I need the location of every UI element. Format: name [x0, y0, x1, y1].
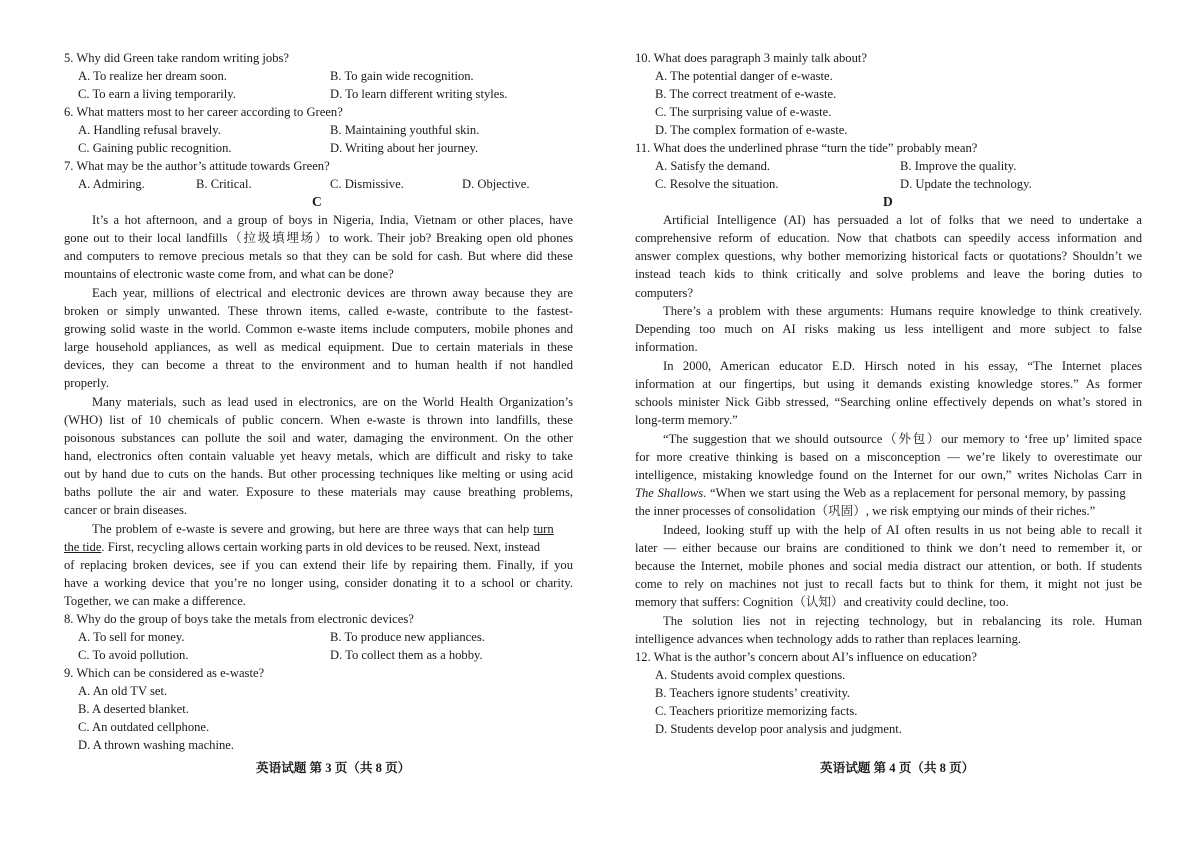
- passage-d-line: schools minister Nick Gibb stressed, “Searching online effectively depends on what’s stored in: [635, 395, 1142, 409]
- passage-d-line: intelligence advances when technology adds to rather than replaces learning.: [635, 632, 1022, 646]
- question-5-option-c: C. To earn a living temporarily.: [78, 87, 236, 101]
- passage-d-line: the inner processes of consolidation（巩固）, we risk emptying our minds of their riches.”: [635, 504, 1096, 518]
- passage-d-line: long-term memory.”: [635, 413, 738, 427]
- passage-d-line: In 2000, American educator E.D. Hirsch noted in his essay, “The Internet places: [663, 359, 1142, 373]
- question-6-stem: 6. What matters most to her career according to Green?: [64, 105, 343, 119]
- question-11-option-b: B. Improve the quality.: [900, 159, 1017, 173]
- question-7-option-c: C. Dismissive.: [330, 177, 404, 191]
- question-12-option-a: A. Students avoid complex questions.: [655, 668, 846, 682]
- question-5-option-b: B. To gain wide recognition.: [330, 69, 474, 83]
- question-11-stem: 11. What does the underlined phrase “turn the tide” probably mean?: [635, 141, 978, 155]
- question-7-option-d: D. Objective.: [462, 177, 530, 191]
- passage-d-line: come to rely on machines not just to recall facts but to think for them, it might not just be: [635, 577, 1142, 591]
- passage-d-line: information.: [635, 340, 698, 354]
- passage-c-line: hand, electronics often contain valuable yet heavy metals, which are difficult and risky to take: [64, 449, 573, 463]
- page-footer: 英语试题 第 4 页（共 8 页）: [820, 761, 975, 775]
- passage-c-line: [92, 520, 554, 538]
- question-7-stem: 7. What may be the author’s attitude towards Green?: [64, 159, 330, 173]
- question-7-option-a: A. Admiring.: [78, 177, 145, 191]
- passage-c-line: [64, 538, 540, 556]
- passage-d-line: [635, 484, 1126, 502]
- book-title: The Shallows: [635, 486, 704, 500]
- passage-c-text: The problem of e-waste is severe and growing, but here are three ways that can help: [92, 522, 530, 536]
- passage-c-line: mountains of electronic waste come from, and what can be done?: [64, 267, 394, 281]
- question-12-stem: 12. What is the author’s concern about AI’s influence on education?: [635, 650, 977, 664]
- passage-c-line: Together, we can make a difference.: [64, 594, 246, 608]
- passage-d-line: There’s a problem with these arguments: Humans require knowledge to think creatively.: [663, 304, 1142, 318]
- question-8-option-d: D. To collect them as a hobby.: [330, 648, 483, 662]
- question-8-option-c: C. To avoid pollution.: [78, 648, 189, 662]
- passage-d-line: answer complex questions, why bother memorizing historical facts or quotations? Shouldn’t we: [635, 249, 1142, 263]
- question-10-option-d: D. The complex formation of e-waste.: [655, 123, 848, 137]
- passage-d-line: memory that suffers: Cognition（认知）and creativity could decline, too.: [635, 595, 1009, 609]
- question-6-option-b: B. Maintaining youthful skin.: [330, 123, 480, 137]
- passage-d-line: intelligence, mistaking knowledge found on the Internet for our own,” writes Nicholas Carr in: [635, 468, 1142, 482]
- passage-c-line: (WHO) list of 10 chemicals of public concern. When e-waste is thrown into landfills, these: [64, 413, 573, 427]
- passage-c-text: . First, recycling allows certain working parts in old devices to be reused. Next, instead: [101, 540, 540, 554]
- passage-c-line: have a working device that you’re no longer using, consider donating it to a school or charity.: [64, 576, 573, 590]
- question-8-option-a: A. To sell for money.: [78, 630, 185, 644]
- passage-c-line: devices, they can become a threat to the environment and to human health if not handled: [64, 358, 573, 372]
- passage-c-line: and computers to remove precious metals so that they can be sold for cash. But where did these: [64, 249, 573, 263]
- passage-c-line: out by hand due to cuts on the hands. But other processing techniques like melting or using acid: [64, 467, 573, 481]
- question-8-option-b: B. To produce new appliances.: [330, 630, 485, 644]
- passage-d-line: Depending too much on AI risks making us less intelligent and more subject to false: [635, 322, 1142, 336]
- passage-d-line: “The suggestion that we should outsource（外包）our memory to ‘free up’ limited space: [663, 432, 1142, 446]
- passage-c-line: cancer or brain diseases.: [64, 503, 188, 517]
- passage-d-line: instead teach kids to think critically and solve problems and leave the boring duties to: [635, 267, 1142, 281]
- question-6-option-d: D. Writing about her journey.: [330, 141, 479, 155]
- section-d-heading: D: [883, 194, 893, 209]
- page-footer: 英语试题 第 3 页（共 8 页）: [256, 761, 411, 775]
- passage-d-text: . “When we start using the Web as a replacement for personal memory, by passing: [703, 486, 1126, 500]
- passage-d-line: information at our fingertips, but using it demands existing knowledge stores.” As former: [635, 377, 1142, 391]
- question-5-option-a: A. To realize her dream soon.: [78, 69, 227, 83]
- question-9-stem: 9. Which can be considered as e-waste?: [64, 666, 265, 680]
- question-8-stem: 8. Why do the group of boys take the metals from electronic devices?: [64, 612, 414, 626]
- question-11-option-c: C. Resolve the situation.: [655, 177, 779, 191]
- question-10-option-a: A. The potential danger of e-waste.: [655, 69, 833, 83]
- question-5-option-d: D. To learn different writing styles.: [330, 87, 508, 101]
- passage-c-line: broken or simply unwanted. These thrown items, called e-waste, contribute to the fastest-: [64, 304, 573, 318]
- question-11-option-d: D. Update the technology.: [900, 177, 1032, 191]
- underlined-phrase-the-tide: the tide: [64, 540, 102, 554]
- passage-d-line: later — either because our brains are conditioned to think we don’t need to remember it, or: [635, 541, 1142, 555]
- passage-d-line: Artificial Intelligence (AI) has persuaded a lot of folks that we need to undertake a: [663, 213, 1142, 227]
- question-10-option-c: C. The surprising value of e-waste.: [655, 105, 832, 119]
- passage-c-line: growing solid waste in the world. Common e-waste items include computers, mobile phones and: [64, 322, 573, 336]
- question-9-option-b: B. A deserted blanket.: [78, 702, 189, 716]
- passage-c-line: gone out to their local landfills（拉圾填埋场）to work. Their job? Breaking open old phones: [64, 231, 573, 245]
- question-10-option-b: B. The correct treatment of e-waste.: [655, 87, 837, 101]
- question-6-option-a: A. Handling refusal bravely.: [78, 123, 221, 137]
- passage-d-line: computers?: [635, 286, 694, 300]
- question-6-option-c: C. Gaining public recognition.: [78, 141, 232, 155]
- passage-d-line: because the Internet, mobile phones and social media distract our attention, or both. If students: [635, 559, 1142, 573]
- passage-d-line: comprehensive reform of education. Now that chatbots can speedily access information and: [635, 231, 1142, 245]
- question-12-option-c: C. Teachers prioritize memorizing facts.: [655, 704, 858, 718]
- question-12-option-b: B. Teachers ignore students’ creativity.: [655, 686, 851, 700]
- passage-c-line: baths pollute the air and water. Exposure to these materials may cause breathing problems,: [64, 485, 573, 499]
- question-7-option-b: B. Critical.: [196, 177, 252, 191]
- passage-c-line: large household appliances, as well as medical equipment. Due to certain materials in these: [64, 340, 573, 354]
- question-9-option-d: D. A thrown washing machine.: [78, 738, 235, 752]
- exam-page-4: [600, 0, 1200, 848]
- passage-d-line: The solution lies not in rejecting technology, but in rebalancing its role. Human: [663, 614, 1142, 628]
- passage-d-line: Indeed, looking stuff up with the help of AI often results in us not being able to recall it: [663, 523, 1142, 537]
- passage-c-line: properly.: [64, 376, 109, 390]
- passage-c-line: of replacing broken devices, see if you can extend their life by repairing them. Finally, if you: [64, 558, 573, 572]
- passage-c-line: Many materials, such as lead used in electronics, are on the World Health Organization’s: [92, 395, 573, 409]
- passage-c-line: It’s a hot afternoon, and a group of boys in Nigeria, India, Vietnam or other places, have: [92, 213, 573, 227]
- question-5-stem: 5. Why did Green take random writing jobs?: [64, 51, 290, 65]
- question-10-stem: 10. What does paragraph 3 mainly talk about?: [635, 51, 867, 65]
- passage-d-line: for more creative thinking is based on a misconception — we’re likely to overestimate our: [635, 450, 1142, 464]
- question-11-option-a: A. Satisfy the demand.: [655, 159, 771, 173]
- question-9-option-c: C. An outdated cellphone.: [78, 720, 210, 734]
- section-c-heading: C: [312, 194, 322, 209]
- question-9-option-a: A. An old TV set.: [78, 684, 168, 698]
- passage-c-line: Each year, millions of electrical and electronic devices are thrown away because they are: [92, 286, 573, 300]
- question-12-option-d: D. Students develop poor analysis and judgment.: [655, 722, 902, 736]
- passage-c-line: poisonous substances can pollute the soil and water, damaging the environment. On the other: [64, 431, 573, 445]
- underlined-phrase-turn: turn: [533, 522, 554, 536]
